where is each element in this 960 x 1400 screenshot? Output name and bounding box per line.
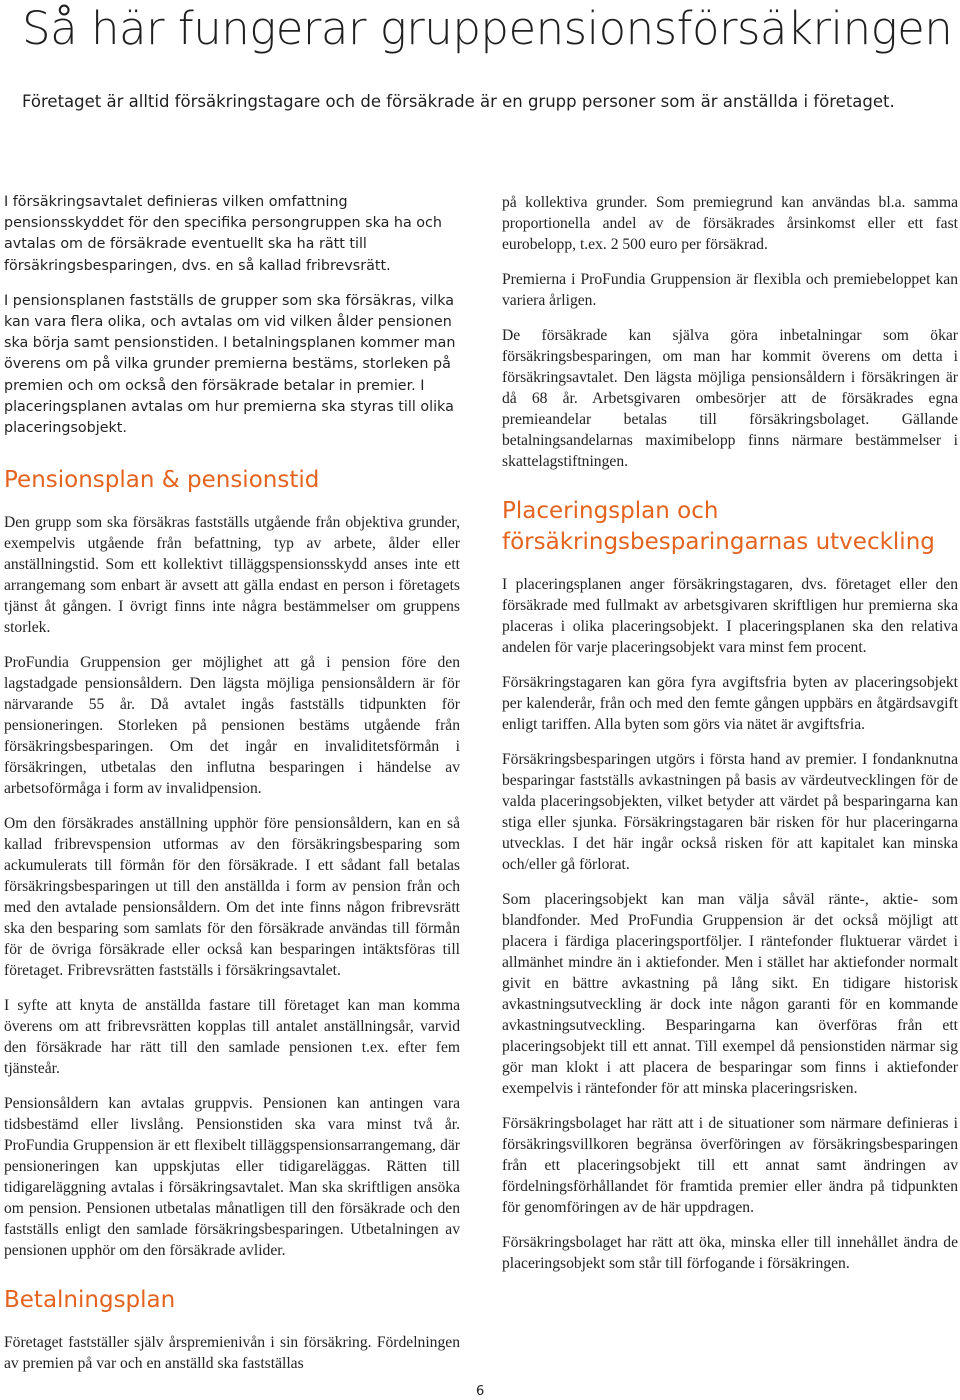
heading-placeringsplan: Placeringsplan och försäkringsbesparingarnas utveckling (502, 498, 935, 555)
betalningsplan-paragraph-1: Företaget fastställer själv årspremienivån i sin försäkring. Fördelningen av premien på var och en anställd ska fastställas (4, 1334, 460, 1373)
placeringsplan-paragraph-2: Försäkringstagaren kan göra fyra avgiftsfria byten av placeringsobjekt per kalenderår, från och med den femte gången uppbärs en åtgärdsavgift enligt tariffen. Alla byten som görs via nätet är avgiftsfria. (502, 674, 958, 733)
betalningsplan-paragraph-continued: på kollektiva grunder. Som premiegrund kan användas bl.a. samma proportionella andel av de försäkrades årsinkomst eller ett fast eurobelopp, t.ex. 2 500 euro per försäkrad. (502, 194, 958, 253)
pensionsplan-paragraph-1: Den grupp som ska försäkras fastställs utgående från objektiva grunder, exempelvis utgående från befattning, typ av arbete, ålder eller anställningstid. Som ett kollektivt tilläggspensionsskydd anses inte ett arrangemang som enbart är avsett att gälla endast en person i företagets tjänst åt gången. I övrigt finns inte några bestämmelser om gruppens storlek. (4, 514, 460, 637)
pensionsplan-paragraph-5: Pensionsåldern kan avtalas gruppvis. Pensionen kan antingen vara tidsbestämd eller livslång. Pensionstiden ska vara minst två år. ProFundia Gruppension är ett flexibelt tilläggspensionsarrangemang, där pensioneringen kan uppskjutas eller tidigareläggas. Rätten till tidigareläggning avtalas i försäkringsavtalet. Man ska skriftligen ansöka om pension. Pensionen utbetalas månatligen till den försäkrade och den fastställs enligt den samlade försäkringsbesparingen. Utbetalningen av pensionen upphör om den försäkrade avlider. (4, 1095, 460, 1260)
intro-paragraph-1: I försäkringsavtalet definieras vilken omfattning pensionsskyddet för den specifika persongruppen ska ha och avtalas om de försäkrade eventuellt ska ha rätt till försäkringsbesparingen, dvs. en så kallad fribrevsrätt. (4, 194, 442, 274)
page-title: Så här fungerar gruppensionsförsäkringen (22, 2, 953, 55)
intro-paragraph-2: I pensionsplanen fastställs de grupper som ska försäkras, vilka kan vara flera olika, och avtalas om vid vilken ålder pensionen ska börja samt pensionstiden. I betalningsplanen kommer man överens om på vilka grunder premierna bestäms, storleken på premien och om också den försäkrade betalar in premier. I placeringsplanen avtalas om hur premierna ska styras till olika placeringsobjekt. (4, 292, 456, 437)
placeringsplan-paragraph-6: Försäkringsbolaget har rätt att öka, minska eller till innehållet ändra de placeringsobjekt som står till förfogande i försäkringen. (502, 1234, 958, 1272)
page-number: 6 (476, 1384, 485, 1399)
heading-pensionsplan: Pensionsplan & pensionstid (4, 467, 320, 494)
pensionsplan-paragraph-2: ProFundia Gruppension ger möjlighet att gå i pension före den lagstadgade pensionsåldern. Den lägsta möjliga pensionsåldern är för närvarande 55 år. Då avtalet ingås fastställs tidpunkten för pensioneringen. Storleken på pensionen bestäms utgående från försäkringsbesparingen. Om det ingår en invaliditetsförmån i försäkringen, utbetalas den influtna besparingen i händelse av arbetsoförmåga i form av invalidpension. (4, 654, 460, 798)
left-column (4, 192, 460, 1388)
placeringsplan-paragraph-4: Som placeringsobjekt kan man välja såväl ränte-, aktie- som blandfonder. Med ProFundia Gruppension är det också möjligt att placera i färdiga placeringsportföljer. I räntefonder fluktuerar värdet i allmänhet mindre än i aktiefonder. Men i stället har aktiefonder normalt givit en bättre avkastning på lång sikt. En tidigare historisk avkastningsutveckling är dock inte någon garanti för en kommande avkastningsutveckling. Besparingarna kan överföras från ett placeringsobjekt till ett annat. Till exempel då pensionstiden närmar sig gör man klokt i att placera de besparingar som finns i aktiefonder exempelvis i räntefonder för att minska placeringsrisken. (502, 891, 958, 1097)
placeringsplan-paragraph-1: I placeringsplanen anger försäkringstagaren, dvs. företaget eller den försäkrade med fullmakt av arbetsgivaren skriftligen hur premierna ska placeras i olika placeringsobjekt. I placeringsplanen ska den relativa andelen för varje placeringsobjekt vara minst fem procent. (502, 576, 958, 656)
placeringsplan-paragraph-5: Försäkringsbolaget har rätt att i de situationer som närmare definieras i försäkringsvillkoren begränsa överföringen av försäkringsbesparingen från ett placeringsobjekt till ett annat samt ändringen av fördelningsförhållandet för framtida premier eller ändra på tidpunkten för genomföringen av de här uppdragen. (502, 1115, 958, 1216)
right-column (502, 192, 958, 1288)
betalningsplan-paragraph-3: De försäkrade kan själva göra inbetalningar som ökar försäkringsbesparingen, om man har kommit överens om detta i försäkringsavtalet. Den lägsta möjliga pensionsåldern i försäkringen är då 68 år. Arbetsgivaren ombesörjer att de försäkrades egna premieandelar betalas till försäkringsbolaget. Gällande betalningsandelarnas maximibelopp finns närmare bestämmelser i skattelagstiftningen. (502, 327, 958, 470)
pensionsplan-paragraph-3: Om den försäkrades anställning upphör före pensionsåldern, kan en så kallad fribrevspension utformas av den försäkringsbesparing som ackumulerats till förmån för den försäkrade. I ett sådant fall betalas försäkringsbesparingen ut till den anställda i form av pension från och med den avtalade pensionsåldern. Om det inte finns någon fribrevsrätt ska den besparing som samlats för den försäkrade användas till förmån för de övriga försäkrade eller också kan besparingen intäktsföras till företaget. Fribrevsrätten fastställs i försäkringsavtalet. (4, 815, 460, 980)
pensionsplan-paragraph-4: I syfte att knyta de anställda fastare till företaget kan man komma överens om att fribrevsrätten kopplas till antalet anställningsår, varvid den försäkrade har rätt till den samlade pensionen t.ex. efter fem tjänsteår. (4, 997, 460, 1078)
page-subtitle: Företaget är alltid försäkringstagare och de försäkrade är en grupp personer som är anställda i företaget. (22, 92, 895, 111)
heading-betalningsplan: Betalningsplan (4, 1287, 176, 1314)
placeringsplan-paragraph-3: Försäkringsbesparingen utgörs i första hand av premier. I fondanknutna besparingar fastställs avkastningen på basis av värdeutvecklingen för de valda placeringsobjekten, vilket betyder att värdet på besparingarna kan stiga eller sjunka. Försäkringstagaren bär risken för hur placeringarna utvecklas. I det här ingår också risken för att kapitalet kan minska och/eller gå förlorat. (502, 751, 958, 873)
betalningsplan-paragraph-2: Premierna i ProFundia Gruppension är flexibla och premiebeloppet kan variera årligen. (502, 271, 958, 309)
